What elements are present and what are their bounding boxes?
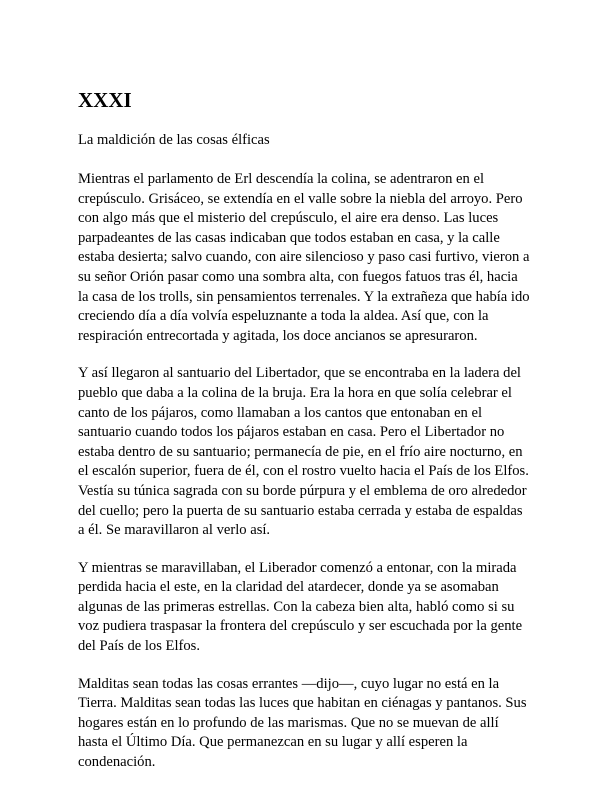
chapter-number: XXXI <box>78 88 132 112</box>
paragraph-3: Y mientras se maravillaban, el Liberador comenzó a entonar, con la mirada perdida hacia el este, en la claridad del atardecer, donde ya se asomaban algunas de las primeras estrellas. Con la cabeza bien alta, habló como si su voz pudiera traspasar la frontera del crepúsculo y ser escuchada por la gente del País de los Elfos. <box>78 559 523 655</box>
paragraph-4: Malditas sean todas las cosas errantes —dijo—, cuyo lugar no está en la Tierra. Malditas sean todas las luces que habitan en ciénagas y pantanos. Sus hogares están en lo profundo de las marismas. Que no se muevan de allí hasta el Último Día. Que permanezcan en su lugar y allí esperen la condenación. <box>78 675 527 771</box>
paragraph-1: Mientras el parlamento de Erl descendía la colina, se adentraron en el crepúsculo. Grisáceo, se extendía en el valle sobre la niebla del arroyo. Pero con algo más que el misterio del crepúsculo, el aire era denso. Las luces parpadeantes de las casas indicaban que todos estaban en casa, y la calle estaba desierta; salvo cuando, con aire silencioso y paso casi furtivo, vieron a su señor Orión pasar como una sombra alta, con fuegos fatuos tras él, hacia la casa de los trolls, sin pensamientos terrenales. Y la extrañeza que había ido creciendo día a día volvía espeluznante a toda la aldea. Así que, con la respiración entrecortada y agitada, los doce ancianos se apresuraron. <box>78 171 530 344</box>
chapter-title: La maldición de las cosas élficas <box>78 132 270 148</box>
paragraph-2: Y así llegaron al santuario del Libertador, que se encontraba en la ladera del pueblo que daba a la colina de la bruja. Era la hora en que solía celebrar el canto de los pájaros, como llamaban a los cantos que entonaban en el santuario cuando todos los pájaros estaban en casa. Pero el Libertador no estaba dentro de su santuario; permanecía de pie, en el frío aire nocturno, en el escalón superior, fuera de él, con el rostro vuelto hacia el País de los Elfos. Vestía su túnica sagrada con su borde púrpura y el emblema de oro alrededor del cuello; pero la puerta de su santuario estaba cerrada y estaba de espaldas a él. Se maravillaron al verlo así. <box>78 365 529 539</box>
document-page <box>78 88 530 791</box>
